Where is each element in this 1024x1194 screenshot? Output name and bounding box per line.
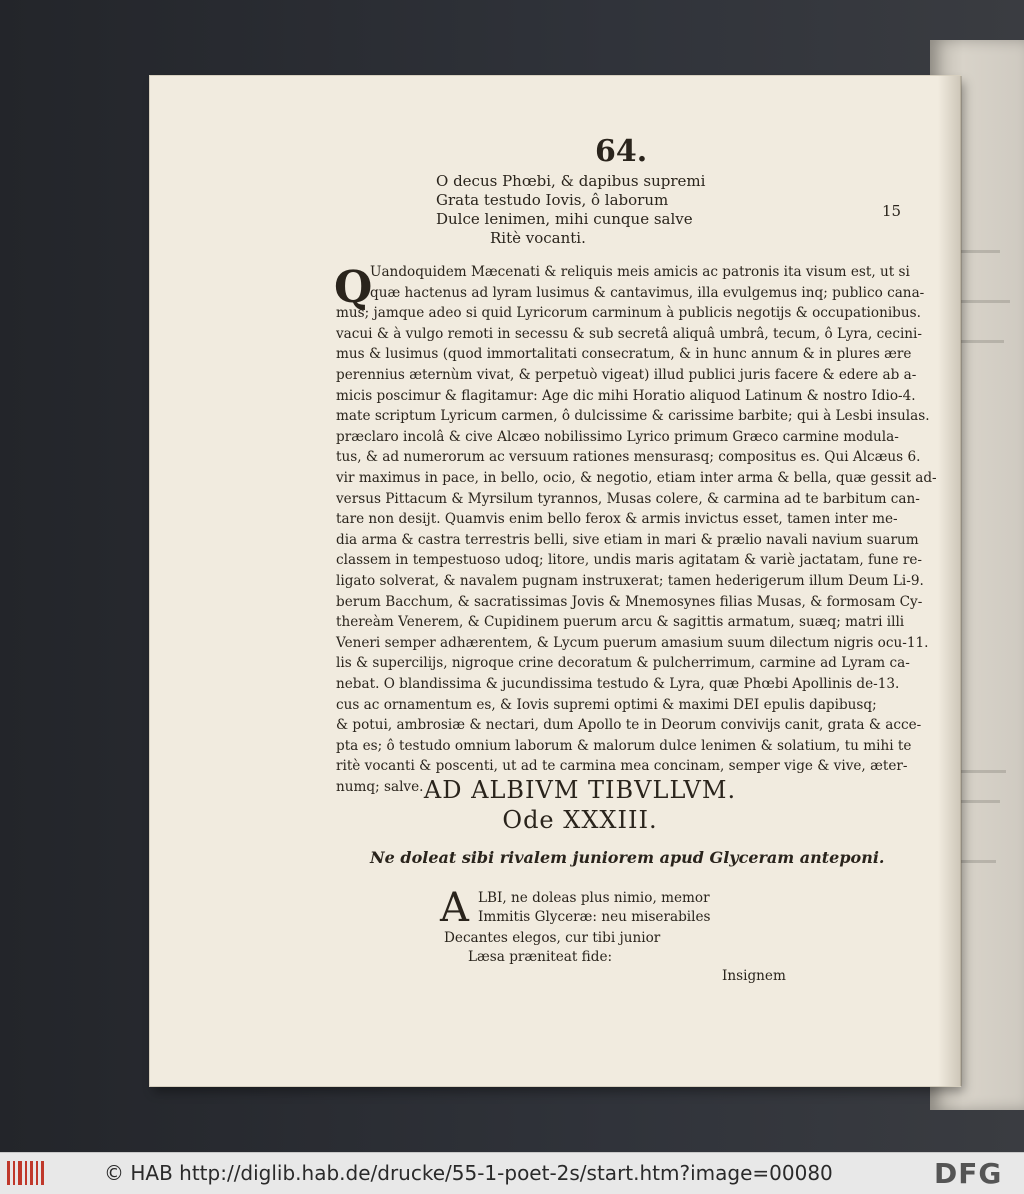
- catchword: Insignem: [722, 968, 786, 984]
- paragraph-line: & potui, ambrosiæ & nectari, dum Apollo te in Deorum convivijs canit, grata & acce-: [336, 717, 922, 734]
- paragraph-line: versus Pittacum & Myrsilum tyrannos, Musas colere, & carmina ad te barbitum can-: [336, 490, 920, 507]
- ode-number: Ode XXXIII.: [502, 806, 658, 834]
- verse-line: Grata testudo Iovis, ô laborum: [436, 191, 669, 209]
- paragraph-line: berum Bacchum, & sacratissimas Jovis & Mnemosynes filias Musas, & formosam Cy-: [336, 593, 923, 610]
- paragraph-line: classem in tempestuoso udoq; litore, undis maris agitatam & variè jactatam, fune re-: [336, 552, 923, 569]
- paragraph-line: cus ac ornamentum es, & Iovis supremi optimi & maximi DEI epulis dapibusq;: [336, 696, 877, 713]
- paragraph-line: mus; jamque adeo si quid Lyricorum carminum à publicis negotijs & occupationibus.: [336, 305, 921, 322]
- page-gutter-shadow: [938, 76, 962, 1086]
- paragraph-line: mate scriptum Lyricum carmen, ô dulcissime & carissime barbite; qui à Lesbi insulas.: [336, 408, 930, 425]
- paragraph-line: præclaro incolâ & cive Alcæo nobilissimo Lyrico primum Græco carmine modula-: [336, 428, 899, 445]
- paragraph-line: mus & lusimus (quod immortalitati consecratum, & in hunc annum & in plures ære: [336, 346, 912, 363]
- paragraph-line: pta es; ô testudo omnium laborum & malorum dulce lenimen & solatium, tu mihi te: [336, 737, 912, 754]
- dfg-logo: DFG: [934, 1157, 1003, 1190]
- paragraph-line: ritè vocanti & poscenti, ut ad te carmina mea concinam, semper vige & vive, æter-: [336, 758, 908, 775]
- paragraph-line: tus, & ad numerorum ac versuum rationes mensurasq; compositus es. Qui Alcæus 6.: [336, 449, 921, 466]
- verse-line: Dulce lenimen, mihi cunque salve: [436, 210, 693, 228]
- stanza-line: Læsa præniteat fide:: [468, 949, 613, 965]
- margin-line-number: 15: [882, 202, 902, 220]
- hab-barcode-logo: [6, 1159, 46, 1187]
- stanza-line: Decantes elegos, cur tibi junior: [444, 930, 661, 946]
- paragraph-line: micis poscimur & flagitamur: Age dic mihi Horatio aliquod Latinum & nostro Idio-4.: [336, 387, 916, 404]
- ode-subtitle: Ne doleat sibi rivalem juniorem apud Glyceram anteponi.: [370, 848, 885, 867]
- footer-bar: [0, 1152, 1024, 1194]
- paragraph-line: tare non desijt. Quamvis enim bello ferox & armis invictus esset, tamen inter me-: [336, 511, 898, 528]
- paragraph-line: thereàm Venerem, & Cupidinem puerum arcu & sagittis armatum, suæq; matri illi: [336, 614, 905, 631]
- paragraph-line: vacui & à vulgo remoti in secessu & sub secretâ aliquâ umbrâ, tecum, ô Lyra, cecini-: [336, 325, 922, 342]
- verse-line: O decus Phœbi, & dapibus supremi: [436, 172, 706, 190]
- drop-cap-a: A: [440, 885, 469, 931]
- page-number: 64.: [595, 134, 648, 169]
- copyright-url-link[interactable]: © HAB http://diglib.hab.de/drucke/55-1-poet-2s/start.htm?image=00080: [104, 1161, 833, 1185]
- verse-line: Ritè vocanti.: [490, 229, 586, 247]
- paragraph-line: ligato solverat, & navalem pugnam instruxerat; tamen hederigerum illum Deum Li-9.: [336, 573, 924, 589]
- paragraph-line: vir maximus in pace, in bello, ocio, & negotio, etiam inter arma & bella, quæ gessit ad-: [336, 470, 937, 486]
- paragraph-line: Uandoquidem Mæcenati & reliquis meis amicis ac patronis ita visum est, ut si: [370, 264, 910, 280]
- stanza-line: Immitis Glyceræ: neu miserabiles: [478, 909, 711, 925]
- paragraph-line: Veneri semper adhærentem, & Lycum puerum amasium suum dilectum nigris ocu-11.: [336, 634, 929, 651]
- ode-heading: AD ALBIVM TIBVLLVM.: [423, 776, 737, 804]
- stanza-line: LBI, ne doleas plus nimio, memor: [478, 890, 710, 906]
- paragraph-line: perennius æternùm vivat, & perpetuò vigeat) illud publici juris facere & edere ab a-: [336, 367, 917, 383]
- paragraph-line: dia arma & castra terrestris belli, sive etiam in mari & prælio navali navium suarum: [336, 531, 919, 548]
- paragraph-line: quæ hactenus ad lyram lusimus & cantavimus, illa evulgemus inq; publico cana-: [370, 284, 925, 301]
- paragraph-line: nebat. O blandissima & jucundissima testudo & Lyra, quæ Phœbi Apollinis de-13.: [336, 676, 900, 692]
- drop-cap-q: Q: [334, 262, 373, 313]
- paragraph-line: numq; salve.: [336, 779, 424, 795]
- paragraph-line: lis & supercilijs, nigroque crine decoratum & pulcherrimum, carmine ad Lyram ca-: [336, 655, 910, 672]
